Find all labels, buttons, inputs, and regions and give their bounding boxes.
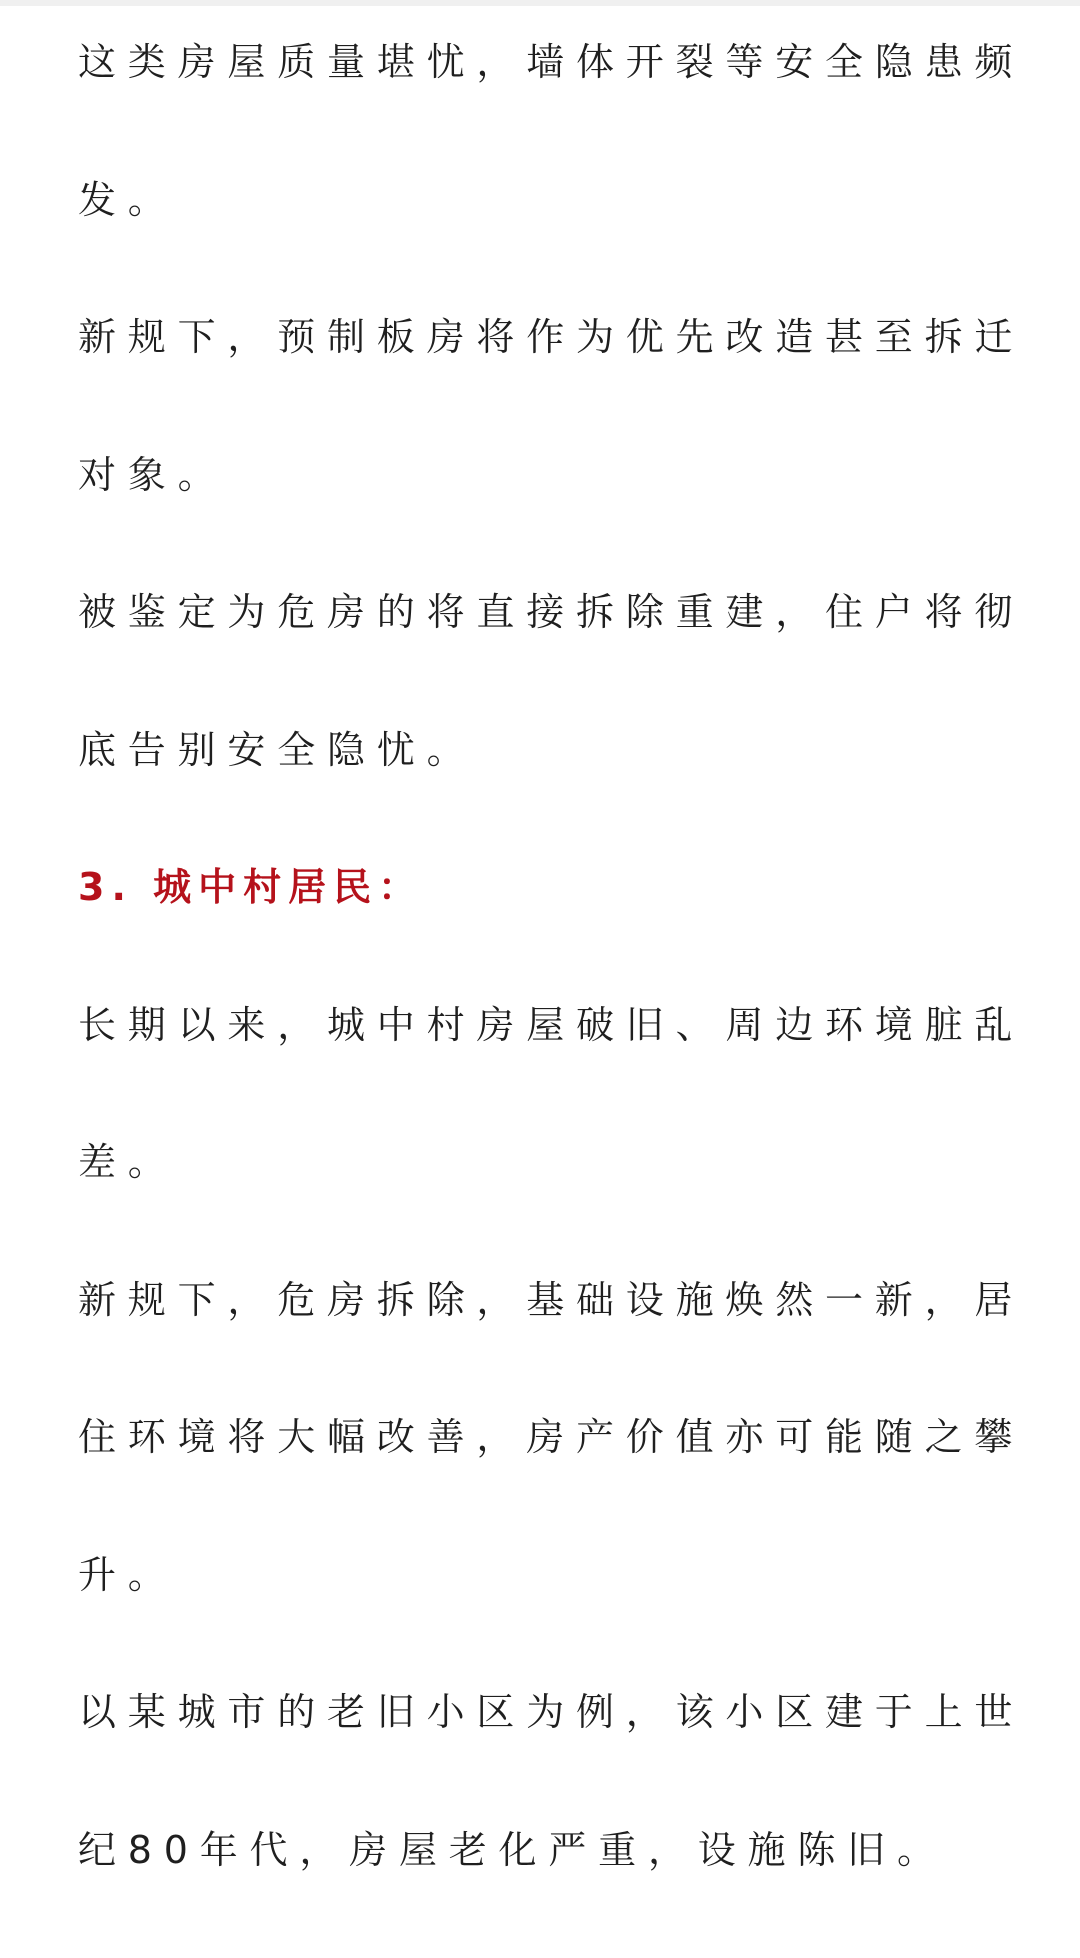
article-body bbox=[78, 0, 1025, 1919]
paragraph-line: 这类房屋质量堪忧，墙体开裂等安全隐患频 bbox=[78, 40, 1025, 84]
paragraph-line: 升。 bbox=[78, 1552, 178, 1597]
paragraph-line: 发。 bbox=[78, 177, 178, 222]
paragraph-line: 长期以来，城中村房屋破旧、周边环境脏乱 bbox=[78, 1002, 1025, 1047]
paragraph-line: 纪80年代，房屋老化严重，设施陈旧。 bbox=[78, 1827, 947, 1872]
paragraph-line: 住环境将大幅改善，房产价值亦可能随之攀 bbox=[78, 1415, 1025, 1459]
paragraph-line: 新规下，预制板房将作为优先改造甚至拆迁 bbox=[78, 315, 1025, 359]
paragraph-line: 差。 bbox=[78, 1140, 178, 1184]
paragraph-line: 以某城市的老旧小区为例，该小区建于上世 bbox=[78, 1690, 1025, 1734]
paragraph-line: 被鉴定为危房的将直接拆除重建，住户将彻 bbox=[78, 590, 1025, 634]
paragraph-line: 底告别安全隐忧。 bbox=[78, 727, 477, 772]
paragraph-line: 对象。 bbox=[78, 452, 228, 497]
paragraph-line: 新规下，危房拆除，基础设施焕然一新，居 bbox=[78, 1277, 1025, 1322]
section-heading: 3. 城中村居民： bbox=[78, 865, 424, 909]
